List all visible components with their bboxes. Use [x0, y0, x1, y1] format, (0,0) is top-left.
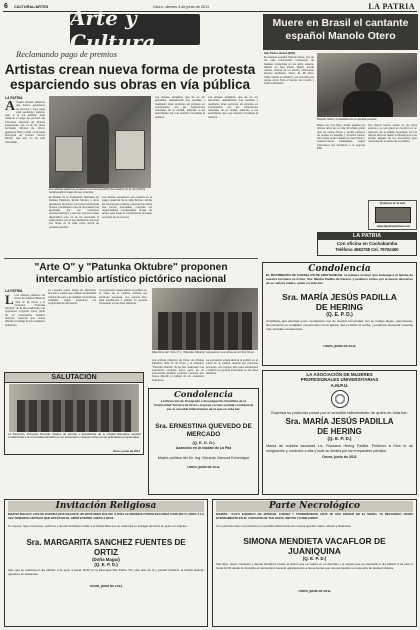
- parte-box: [212, 499, 417, 627]
- sidebar-col1: El cantante español Manolo Otero, uno de los más reconocidos intérpretes de baladas románticas en los años setenta, falleció en Sao Paulo, Brasil, donde residía, víctima de un cáncer, informaron fuentes familiares. Otero, de 68 años, había nacido en Madrid y era conocido por temas como Todo el tiempo del mundo y Quiero abrazarte.: [264, 56, 314, 86]
- web-ad-screen: [375, 207, 411, 223]
- invitacion-rip: (Q. E. P. D.): [94, 562, 118, 567]
- invitacion-title: Invitación Religiosa: [8, 501, 204, 512]
- asociacion-title-line-2: PROFESIONALES UNIVERSITARIAS: [300, 377, 379, 383]
- article-col3: Los artistas expusieron sus cuadros en el paseo peatonal de la calle Bolívar, donde los transeúntes pudieron apreciar las obras que fueron premiadas, mientras los organizadores recolectaban firmas de apoyo para exigir el cumplimiento del pago por parte de la comuna.: [102, 196, 152, 219]
- invitacion-text1: MARITA MAGALY CON SU PARTIDA NOS DEJASTE UN PROFUNDO DOLOR, A DIOS LE PEDIMOS FORTALEZA PARA VIVIR SIN TI, PERO A LA VEZ TENEMOS CERTEZA QUE ESTÁS EN EL AMOR ETERNO JUNTO A DIOS.: [8, 513, 204, 520]
- condolencia-middle-rip: (Q. E. D. G.): [192, 440, 215, 445]
- parte-text3: Sus hijos, nietos, bisnietos y demás familiares invitan al velorio que se realiza en su domicilio y al sepelio que se efectuará el día sábado 4 de junio a horas 10:00 desde su domicilio al Cementerio General, agradeciendo a las personas que nos acompañen en este acto de piedad cristiana.: [216, 563, 413, 570]
- condolencia-middle: [148, 388, 259, 495]
- photo-painting: [115, 130, 145, 170]
- deceased-name-line-2: DE HERING: [317, 426, 362, 436]
- arte-o-col3: La exposición estará abierta al público en la Casa de la Cultura durante las próximas semanas, con ingreso libre para estudiantes y público en general interesado en las artes plásticas.: [99, 289, 147, 306]
- parte-title: Parte Necrológico: [216, 501, 413, 512]
- article-kicker: Reclamando pago de premios: [16, 49, 117, 59]
- asociacion-title: [266, 372, 413, 388]
- article-col2: El Alcalde de la Federación Boliviana de Artistas Plásticos, Emilio Montes y otros ganadores del primer concurso nacional de pintura, manifestaron que la premiación fue aprobada por las instancias correspondientes y que los recursos están disponibles pero no se ha ejecutado el desembolso, por lo que decidieron exponer sus obras en la calle como forma de protesta pacífica.: [49, 196, 99, 229]
- arte-o-col1: [5, 294, 45, 368]
- condolencia-top-name: [266, 292, 413, 312]
- asociacion-text: Expresa su profundo pesar por el sensible fallecimiento de quien en vida fue:: [271, 410, 408, 416]
- deceased-name-line-1: SIMONA MENDIETA VACAFLOR DE: [243, 536, 386, 546]
- salutacion-photo: [9, 384, 139, 432]
- arte-o-byline: LA PATRIA: [5, 289, 23, 293]
- dropcap: A: [5, 101, 16, 114]
- paper-name: LA PATRIA: [368, 2, 415, 11]
- invitacion-text3: Acto que se realizará el día sábado 4 de junio a horas 19:00 en la Parroquia San Pedro. Por este acto de fe y piedad cristiana, la familia doliente agradece su asistencia.: [8, 569, 204, 576]
- arte-o-col2: La muestra reúne obras de diferentes técnicas y estilos que reflejan la identidad cultural del país y la realidad social de las ciudades, según explicaron los organizadores del evento.: [48, 289, 96, 306]
- asociacion-closing: Mamá de nuestra asociada Lic. Rossana Hering Padilla. Pedimos a Dios le de resignación y consuelo a ella y toda su familia por tan irreparable pérdida.: [266, 444, 413, 453]
- condolencia-middle-date: Oruro, junio de 2011: [187, 466, 220, 469]
- office-ad-line2: Teléfono 4583758 Cel. 79762460: [335, 247, 399, 252]
- deceased-name-line-1: Sra. MARÍA JESÚS PADILLA: [285, 417, 394, 427]
- salutacion-date: Oruro, junio de 2011: [113, 450, 140, 453]
- deceased-name-line-1: Sra. MARÍA JESÚS PADILLA: [282, 292, 397, 302]
- sidebar-kicker: San Pedro, Brasil (EFE): [264, 52, 296, 55]
- sidebar-col2: Brasil, con sus hijos, donde pasaba los últimos años de su vida. El artista grabó más de veinte discos y vendió millones de copias en España y América Latina. Sus restos serán velados en Sao Paulo y posteriormente trasladados, según informaron sus familiares a la agencia EFE.: [317, 124, 365, 151]
- page-number: 6: [4, 3, 8, 10]
- invitacion-box: [4, 499, 208, 627]
- sidebar-headline: Muere en Brasil el cantante español Manolo Otero: [272, 17, 409, 42]
- parte-name: [216, 536, 413, 556]
- condolencia-middle-institution: La Dirección de Postgrado e Investigación Científica de la Universidad Técnica de Oruro, expresa su más sentida condolencia por el sensible fallecimiento de la que en vida fue:: [153, 400, 254, 411]
- photo-painting: [55, 136, 83, 172]
- parte-text1: MAMITA: "CUYO EJEMPLO DE BONDAD, CARIÑO Y COMPRENSIÓN, DIOS TE VEA FIRMAR EN EL REINO, TU RECUERDO VIVIRÁ ETERNAMENTE EN EL CORAZÓN DE TUS HIJOS, NIETOS Y FAMILIARES".: [216, 513, 413, 520]
- sidebar-photo-caption: Manolo Otero, el baladista de la década pasada: [317, 118, 377, 121]
- arte-o-col1-text: Los artistas plásticos de Fines de Artistas Plásticos "Arte O" de Oruro y el Colectivo "Patunka Oktubre" de El Alto realizarán una exposición conjunta como parte de un intercambio artístico pictórico nacional que busca difundir el trabajo de los creadores bolivianos.: [5, 294, 45, 327]
- deceased-name-line-2: DE HERING: [315, 302, 364, 312]
- lead-text: Cuatro artistas plásticos que fueron ganadores de premios y cuyo pago está pendiente, salieron ayer a la vía pública, para reclamar el pago de premios del Concurso Nacional de Pintura asegurando que el fin de Artes Fernando Montes de Oruro, gestiones 2010 y 2011, en la Casa Municipal de Cultura "Arturo Borda", que aún no ha sido cancelado.: [5, 101, 45, 144]
- photo-people: [158, 312, 252, 350]
- photo-group: [17, 400, 131, 432]
- arte-o-col4: Los artistas plásticos de Fines de Artistas Plásticos "Arte O" de Oruro y el Colectivo "Patunka Oktubre" de El Alto realizarán una exposición conjunta como parte de un intercambio artístico pictórico nacional que busca difundir el trabajo de los creadores bolivianos.: [152, 359, 204, 382]
- web-ad-url[interactable]: www.lapatriaenlinea.com: [376, 225, 411, 228]
- condolencia-top-rip: (Q. E. P. D.): [326, 312, 353, 318]
- section-name: CULTURAL/ARTES: [14, 5, 49, 9]
- deceased-name-line-2: MERCADO: [186, 431, 221, 438]
- arte-o-headline-line-2: intercambio artístico pictórico nacional: [35, 273, 227, 285]
- condolencia-top-text2: Cursillistas que participó como vendedores rojo de nuestra comunidad, con su trabajo alegre, permanente, demostrando su verdadero compromiso con la Iglesia, que el Señor la reciba, y podamos presentar nuestras más sentidas condolencias.: [266, 320, 413, 331]
- condolencia-middle-relation: Acaecido en la ciudad de La Paz: [175, 446, 232, 450]
- article-lead: [5, 101, 45, 226]
- photo-face: [355, 63, 381, 93]
- headline-line-1: Artistas crean nueva forma de protesta: [4, 62, 256, 77]
- asociacion-logo: [331, 390, 349, 408]
- invitacion-nickname: (Doña Magui): [92, 557, 120, 562]
- invitacion-name: [8, 538, 204, 557]
- condolencia-middle-closing: Madre política del Dr. Ing. Gerardo Zamora Echenique: [157, 456, 250, 460]
- banner-title: Arte y Cultura: [70, 5, 156, 54]
- condolencia-top-text1: EL MOVIMIENTO DE CURSILLOS DE CRISTIANDAD, se adhiere al dolor que embarga a la familia de nuestra hermana en Cristo, Sra. Martha Padilla de Gareca, y pedimos a Dios por el eterno descanso de su señora madre, quien en vida fue:: [266, 274, 413, 285]
- parte-text2: Con profundo dolor comunicamos el sensible fallecimiento de nuestra querida madre, abuela y bisabuela:: [216, 525, 352, 528]
- invitacion-text2: Tu esposo, hijos, hermanos, sobrinos y demás familiares invitan a la Santa Misa que se celebrará en sufragio del alma de quien en vida fue:: [8, 525, 188, 528]
- masthead: [3, 2, 417, 12]
- web-ad: [368, 200, 417, 230]
- salutacion-text: La Dirección, Personal Docente, Padres de Familia y Estudiantes de la Unidad Educativa saludan cordialmente a la comunidad educativa en su aniversario y desean éxitos en las actividades programadas.: [8, 433, 141, 440]
- asociacion-box: [262, 370, 417, 495]
- asociacion-name: [266, 417, 413, 436]
- photo-body: [343, 91, 393, 117]
- office-ad-line1: Con oficina en Cochabamba: [336, 241, 398, 246]
- deceased-name-line-1: Sra. ERNESTINA QUEVEDO DE: [155, 423, 252, 430]
- arte-o-photo: [152, 288, 258, 350]
- condolencia-top: [262, 262, 417, 366]
- headline-line-2: esparciendo sus obras en vía pública: [9, 77, 251, 92]
- asociacion-date: Oruro, junio de 2011: [322, 455, 357, 460]
- condolencia-top-date: Oruro, junio de 2011: [323, 345, 356, 348]
- asociacion-title-line-3: A.M.P.U.: [330, 382, 349, 388]
- date-line: Oruro, viernes 3 de junio de 2011: [153, 5, 210, 9]
- sidebar-col3: Sus discos fueron éxitos en los años setenta y su voz grave se convirtió en un referente de la balada romántica. En los últimos años se radicó en Brasil junto a su familia, alejado de los escenarios pero manteniendo el cariño de su público.: [368, 124, 417, 144]
- dropcap: L: [5, 294, 14, 307]
- article-col5: Los artistas señalaron que de no ser atendidos, radicalizarán sus medidas y realizarán otras acciones de protesta en coordinación con las instituciones culturales de la ciudad, pidiendo a las autoridades dar una solución inmediata al reclamo.: [208, 96, 258, 119]
- office-ad: [317, 232, 417, 256]
- sidebar-headline-box: [263, 14, 418, 50]
- salutacion-title: SALUTACIÓN: [5, 373, 143, 383]
- invitacion-date: Oruro, junio de 2011: [89, 585, 123, 588]
- asociacion-rip: (Q. E. P. D.): [327, 436, 352, 442]
- sidebar-photo: [317, 53, 417, 117]
- arte-o-col5: La exposición estará abierta al público en la Casa de la Cultura durante las próximas semanas, con ingreso libre para estudiantes y público en general interesado en las artes plásticas.: [206, 359, 258, 376]
- arte-o-headline: [4, 262, 258, 285]
- web-ad-header: Visítanos en la web: [379, 202, 406, 205]
- condolencia-middle-title: Condolencia: [174, 390, 233, 400]
- office-ad-title: LA PATRIA: [318, 233, 416, 240]
- article-headline: [4, 62, 256, 92]
- arte-o-headline-line-1: "Arte O" y "Patunka Oktubre" proponen: [34, 262, 228, 273]
- deceased-name-line-1: Sra. MARGARITA SANCHEZ FUENTES DE: [26, 538, 186, 547]
- condolencia-top-title: Condolencia: [308, 264, 371, 274]
- deceased-name-line-2: ORTIZ: [94, 547, 118, 557]
- parte-rip: (Q. E. P. D.): [302, 556, 327, 561]
- parte-date: Oruro, junio de 2011: [298, 590, 331, 593]
- article-photo: [49, 96, 151, 194]
- article-col4: Los artistas señalaron que de no ser atendidos, radicalizarán sus medidas y realizarán otras acciones de protesta en coordinación con las instituciones culturales de la ciudad, pidiendo a las autoridades dar una solución inmediata al reclamo.: [155, 96, 205, 119]
- divider: [4, 258, 258, 259]
- photo-figure: [87, 114, 109, 184]
- asociacion-title-line-1: LA ASOCIACIÓN DE MUJERES: [306, 372, 373, 377]
- article-byline: LA PATRIA: [5, 96, 23, 100]
- deceased-name-line-2: JUANIQUINA: [288, 546, 341, 556]
- condolencia-middle-name: [152, 423, 255, 439]
- photo-caption: Los artistas plásticos protestan con la exposición de cuadros en la vía pública, reclamando el pago de sus premios: [49, 188, 151, 195]
- arte-o-caption: Miembros del "Arte O" y "Patunka Oktubre" expusieron sus obras en el Club Oruro: [152, 351, 255, 354]
- salutacion-box: [4, 372, 144, 455]
